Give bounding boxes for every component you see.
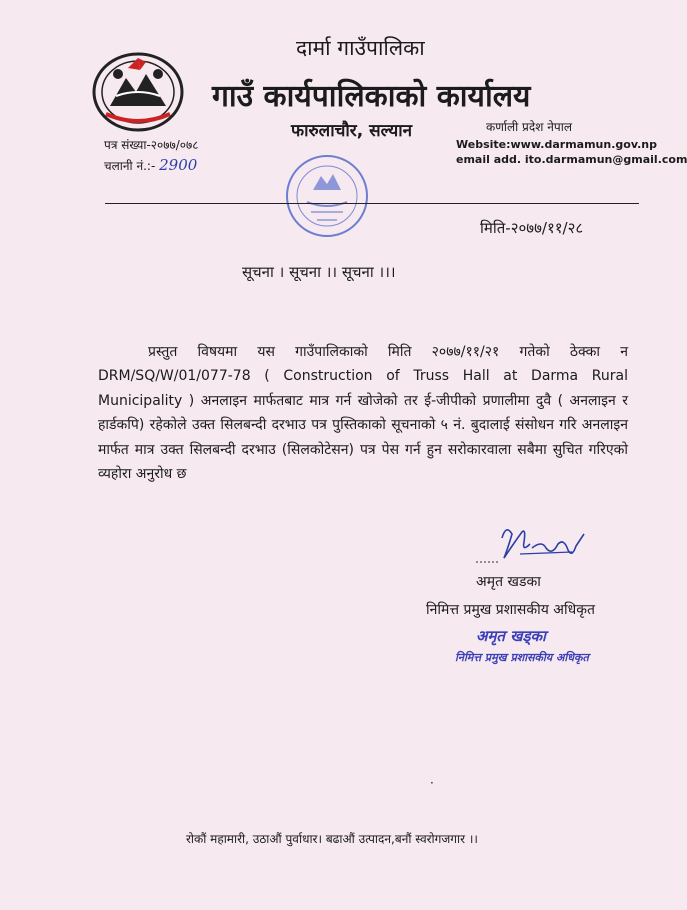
footer-slogan: रोकौं महामारी, उठाऔं पुर्वाधार। बढाऔं उत्पादन,बनौं स्वरोगजगार ।। xyxy=(186,832,478,846)
office-location: फारुलाचौर, सल्यान xyxy=(291,121,413,141)
dispatch-number xyxy=(104,156,197,174)
handwritten-signature-icon xyxy=(472,518,590,570)
website-text: Website:www.darmamun.gov.np xyxy=(456,138,657,151)
municipality-name: दार्मा गाउँपालिका xyxy=(296,36,425,60)
notice-body xyxy=(98,340,628,486)
notice-paragraph: प्रस्तुत विषयमा यस गाउँपालिकाको मिति २०७७/११/२१ गतेको ठेक्का न DRM/SQ/W/01/077-78 ( Construction of Truss Hall at Darma Rural Municipality ) अनलाइन मार्फतबाट मात्र गर्न खोजेको तर ई-जीपीको प्रणालीमा दुवै ( अनलाइन र हार्डकपि) रहेकोले उक्त सिलबन्दी दरभाउ पत्र पुस्तिकाको सूचनाको ५ नं. बुदालाई संसोधन गरि अनलाइन मार्फत मात्र उक्त सिलबन्दी दरभाउ (सिलकोटेसन) पत्र पेस गर्न हुन सरोकारवाला सबैमा सुचित गरिएको व्यहोरा अनुरोध छ xyxy=(98,344,628,483)
dispatch-label: चलानी नं.:- xyxy=(104,159,156,173)
signatory-title: निमित्त प्रमुख प्रशासकीय अधिकृत xyxy=(426,602,595,618)
letter-number: पत्र संख्या-२०७७/०७८ xyxy=(104,138,199,152)
header-divider xyxy=(105,203,639,204)
office-name: गाउँ कार्यपालिकाको कार्यालय xyxy=(212,79,531,114)
office-seal-stamp-icon xyxy=(277,150,377,242)
nepal-emblem-icon xyxy=(88,48,188,134)
notice-heading: सूचना । सूचना ।। सूचना ।।। xyxy=(242,263,396,281)
letter-date: मिति-२०७७/११/२८ xyxy=(480,219,584,237)
ink-speck: · xyxy=(430,776,434,790)
stamp-signatory-name: अमृत खड्का xyxy=(476,627,546,645)
dispatch-value: 2900 xyxy=(159,156,198,174)
signatory-name: अमृत खडका xyxy=(476,574,541,590)
email-text: email add. ito.darmamun@gmail.com xyxy=(456,153,687,166)
province-name: कर्णाली प्रदेश नेपाल xyxy=(486,120,572,134)
stamp-signatory-title: निमित्त प्रमुख प्रशासकीय अधिकृत xyxy=(455,651,589,664)
